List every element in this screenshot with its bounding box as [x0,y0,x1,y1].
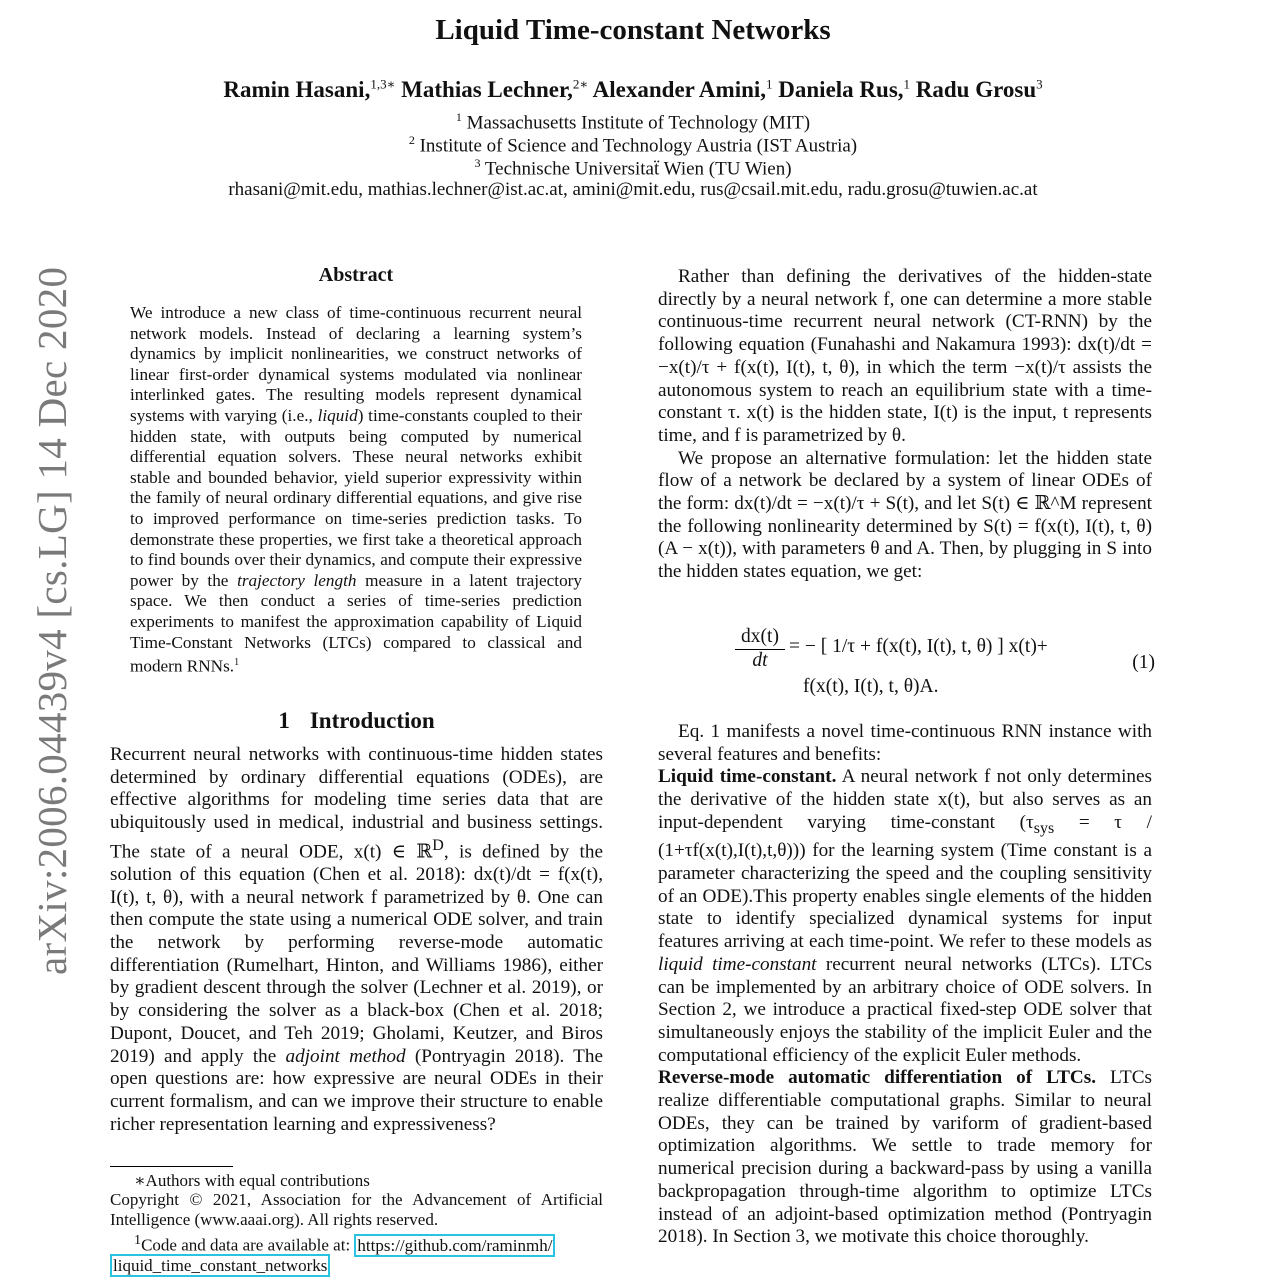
paragraph-ctrnn: Rather than defining the derivatives of the hidden-state directly by a neural network f, one can determine a more stable continuous-time recurrent neural network (CT-RNN) by the following equation (Funahashi and Nakamura 1993): dx(t)/dt = −x(t)/τ + f(x(t), I(t), t, θ), in which the term −x(t)/τ assists the autonomous system to reach an equilibrium state with a time-constant τ. x(t) is the hidden state, I(t) is the input, t represents time, and f is parametrized by θ. [658,266,1152,446]
affiliation: $^3$ Technische Universitaẗ Wien (TU Wien) [474,156,792,180]
right-column-bottom [658,721,1152,1249]
section-heading-introduction: 1 Introduction [278,708,435,733]
paragraph-liquid-time-constant: Liquid time-constant. A neural network f not only determines the derivative of the hidden state x(t), but also serves as an input-dependent varying time-constant $(\tau_{sys} = \tau / (1+\tau f(x(t),I(t),t,\theta)))$ for the learning system (Time constant is a parameter characterizing the speed and the coupling sensitivity of an ODE).This property enables single elements of the hidden state to identify specialized dynamical systems for input features arriving at each time-point. We refer to these models as liquid time-constant recurrent neural networks (LTCs). LTCs can be implemented by an arbitrary choice of ODE solvers. In Section 2, we introduce a practical fixed-step ODE solver that simultaneously enjoys the stability of the implicit Euler and the computational efficiency of the explicit Euler methods. [658,766,1153,1066]
code-link-continued[interactable]: liquid_time_constant_networks [110,1254,330,1277]
paragraph-eq1: Eq. 1 manifests a novel time-continuous RNN instance with several features and benefits: [658,721,1152,765]
introduction-body: Recurrent neural networks with continuous-time hidden states determined by ordinary differential equations (ODEs), are effective algorithms for modeling time series data that are ubiquitously used in medical, industrial and business settings. The state of a neural ODE, x(t) ∈ ℝ$^D$, is defined by the solution of this equation (Chen et al. 2018): dx(t)/dt = f(x(t), I(t), t, θ), with a neural network f parametrized by θ. One can then compute the state using a numerical ODE solver, and train the network by performing reverse-mode automatic differentiation (Rumelhart, Hinton, and Williams 1986), either by gradient descent through the solver (Lechner et al. 2019), or by considering the solver as a black-box (Chen et al. 2018; Dupont, Doucet, and Teh 2019; Gholami, Keutzer, and Biros 2019) and apply the adjoint method (Pontryagin 2018). The open questions are: how expressive are neural ODEs in their current formalism, and can we improve their structure to enable richer representation learning and expressiveness? [110,744,603,1135]
author: Mathias Lechner,$^{2∗}$ [401,76,589,102]
footnote-code: $^1$Code and data are available at: https://github.com/raminmh/ liquid_time_constant_networks [110,1230,603,1276]
author-emails: rhasani@mit.edu, mathias.lechner@ist.ac.at, amini@mit.edu, rus@csail.mit.edu, radu.grosu@tuwien.ac.at [228,179,1038,200]
arxiv-stamp: arXiv:2006.04439v4 [cs.LG] 14 Dec 2020 [29,266,75,975]
footnote-equal-contribution: ∗Authors with equal contributions [134,1171,370,1190]
abstract-body: We introduce a new class of time-continuous recurrent neural network models. Instead of declaring a learning system’s dynamics by implicit nonlinearities, we construct networks of linear first-order dynamical systems modulated via nonlinear interlinked gates. The resulting models represent dynamical systems with varying (i.e., liquid) time-constants coupled to their hidden state, with outputs being computed by numerical differential equation solvers. These neural networks exhibit stable and bounded behavior, yield superior expressivity within the family of neural ordinary differential equations, and give rise to improved performance on time-series prediction tasks. To demonstrate these properties, we first take a theoretical approach to find bounds over their dynamics, and compute their expressive power by the trajectory length measure in a latent trajectory space. We then conduct a series of time-series prediction experiments to manifest the approximation capability of Liquid Time-Constant Networks (LTCs) compared to classical and modern RNNs.$^1$ [130,303,582,676]
right-column-top [658,266,1152,584]
footnote-copyright: Copyright © 2021, Association for the Advancement of Artificial Intelligence (www.aaai.org). All rights reserved. [110,1190,603,1229]
author: Alexander Amini,$^1$ [592,76,773,102]
author: Daniela Rus,$^1$ [778,76,911,102]
paper-title: Liquid Time-constant Networks [435,14,831,46]
footnote-mark: 1 [234,657,240,669]
author-list [0,76,1266,103]
affiliation: $^2$ Institute of Science and Technology Austria (IST Austria) [408,133,858,157]
paragraph-reverse-mode: Reverse-mode automatic differentiation of LTCs. LTCs realize differentiable computational graphs. Similar to neural ODEs, they can be trained by variform of gradient-based optimization algorithms. We settle to trade memory for numerical precision during a backward-pass by using a vanilla backpropagation through-time algorithm to optimize LTCs instead of an adjoint-based optimization method (Pontryagin 2018). In Section 3, we motivate this choice thoroughly. [658,1067,1152,1248]
footnote-rule [110,1166,233,1167]
code-link[interactable]: https://github.com/raminmh/ [354,1234,555,1257]
author: Ramin Hasani,$^{1,3∗}$ [223,76,396,102]
equation-1: $\frac{dx(t)}{dt}$ = − [ 1/τ + f(x(t), I(t), t, θ) ] x(t)+ f(x(t), I(t), t, θ)A. (1) [735,622,1155,702]
author: Radu Grosu$^3$ [915,76,1043,102]
equation-number: (1) [1132,652,1155,673]
abstract-heading: Abstract [318,264,394,286]
paragraph-proposal: We propose an alternative formulation: let the hidden state flow of a network be declared by a system of linear ODEs of the form: dx(t)/dt = −x(t)/τ + S(t), and let S(t) ∈ ℝ^M represent the following nonlinearity determined by S(t) = f(x(t), I(t), t, θ)(A − x(t)), with parameters θ and A. Then, by plugging in S into the hidden states equation, we get: [658,447,1152,583]
affiliation: $^1$ Massachusetts Institute of Technology (MIT) [455,110,811,134]
